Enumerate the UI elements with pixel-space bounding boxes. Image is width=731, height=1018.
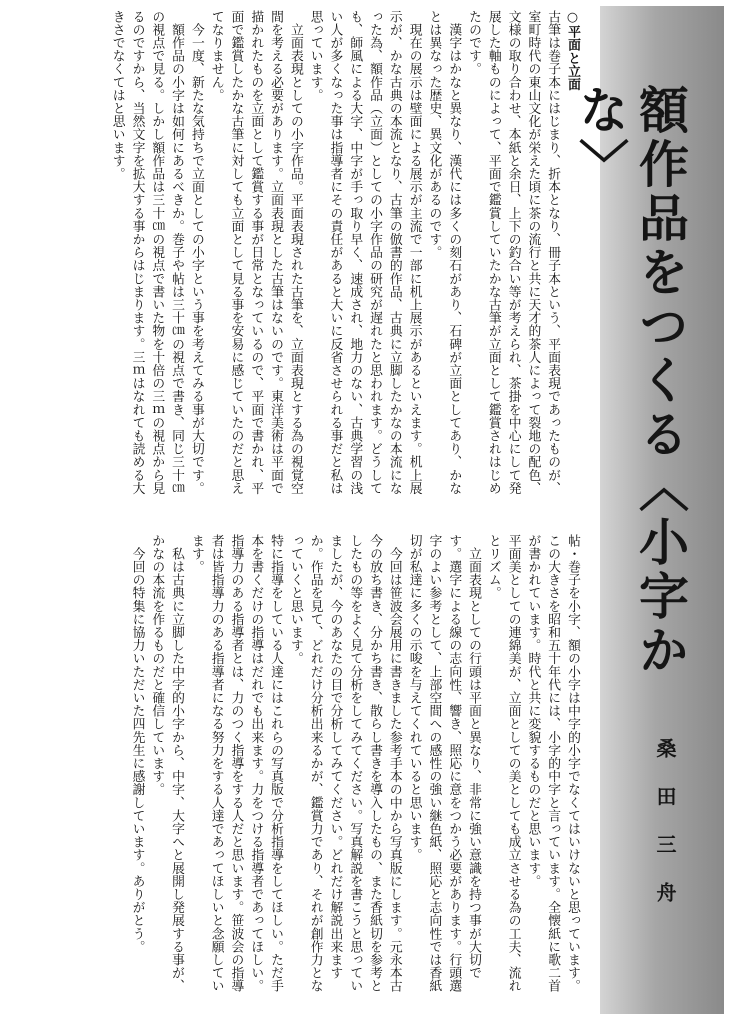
upper-paragraphs: 古筆は巻子本にはじまり、折本となり、冊子本という、平面表現であったものが、室町時代の東山文化が栄えた頃に茶の流行と共に天才的茶人によって裂地の配色、文様の取り合わせ、本紙と余日、上下の釣合い等が考えられ、茶掛を中心にして発展した軸ものによって、平面で鑑賞していたかな古筆が立面として鑑賞されはじめたのです。 漢字はかなと異なり、漢代には多くの刻石があり、石碑が立面としてあり、かなとは異なった歴史、異文化があるのです。 現在の展示は壁面による展示が主流で一部に机上展示があるといえます。机上展示が、かな古典の本流となり、古筆の倣書的作品、古典に立脚したかなの本流になった為、額作品（立面）としての小字作品の研究が遅れたと思われます。どうしても、師風による大字、中字が手っ取り早く、速成され、地力のない、古典学習の浅い人が多くなった事は指導者にその責任があると大いに反省させられる事だと私は思っています。 立面表現としての小字作品。平面表現された古筆を、立面表現とする為の視覚空間を考える必要があります。立面表現とした古筆はないのです。東洋美術は平面で描かれたものを立面として鑑賞する事が日常となっているので、平面で書かれ、平面で鑑賞したかな古筆に対しても立面として見る事を安易に感じていたのだと思えてなりません。 今一度、新たな気持ちで立面としての小字という事を考えてみる事が大切です。 額作品の小字は如何にあるべきか。巻子や帖は三十㎝の視点で書き、同じ三十㎝の視点で見る。しかし額作品は三十㎝の視点で書いた物を十倍の三ｍの視点から見るのですから、当然文字を拡大する事からはじまります。三ｍはなれても読める大きさでなくてはと思います。 <box>109 10 561 495</box>
author-name: 桑田三舟 <box>653 738 677 930</box>
article-title: 額作品をつくる〈小字かな〉 <box>571 84 689 678</box>
article-body-lower: 帖・巻子を小字、額の小字は中字的小字でなくてはいけないと思っています。この大きさを昭和五十年代には、小字的中字と言っています。全懐紙に歌二首が書かれています。時代と共に変貌するものだと思います。 平面美としての連綿美が、立面としての美としても成立させる為の工夫、流れとリズム。 立面表現としての行頭は平面と異なり、非常に強い意識を持つ事が大切です。選字による線の志向性、響き、照応に意をつかう必要があります。行頭選字のよい参考として、上部空間への感性の強い継色紙、照応と志向性では香紙切が私達に多くの示唆を与えてくれていると思います。 今回は笹波会展用に書きました参考手本の中から写真版にします。元永本古今の放ち書き、分かち書き、散らし書きを導入したもの、また香紙切を参考としたもの等をよく見て分析をしてみてください。写真解説を書こうと思っていましたが、今のあなたの目で分析してみてください。どれだけ解説出来ますか。作品を見て、どれだけ分析出来るかが、鑑賞力であり、それが創作力となっていくと思います。 特に指導をしている人達にはこれらの写真版で分析指導をしてほしい。ただ手本を書くだけの指導はだれでも出来ます。力をつける指導者であってほしい。指導力のある指導者とは、力のつく指導をする人だと思います。笹波会の指導者は皆指導力のある指導者になる努力をする人達であってほしいと念願しています。 私は古典に立脚した中字的小字から、中字、大字へと展開し発展する事が、かなの本流を作るものだと確信しています。 今回の特集に協力いただいた四先生に感謝しています。ありがとう。 <box>129 534 580 993</box>
article-body-upper <box>8 10 582 500</box>
section-heading: ○平面と立面 <box>565 10 580 91</box>
